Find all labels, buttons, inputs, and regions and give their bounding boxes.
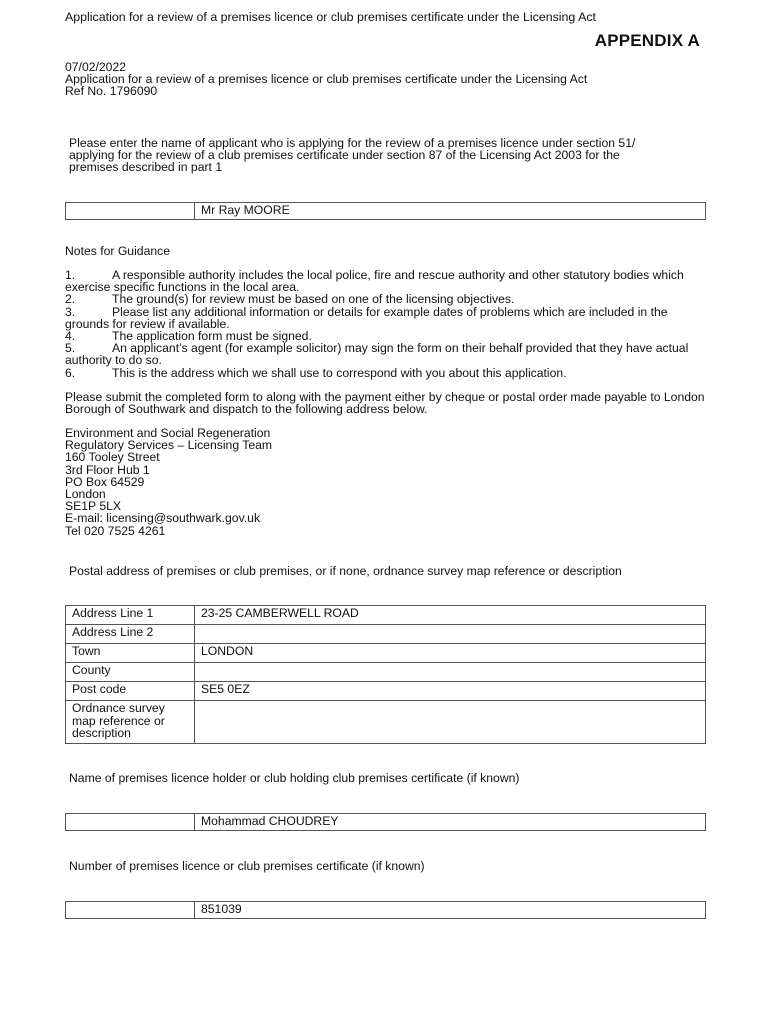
address-line: PO Box 64529 <box>65 474 145 489</box>
guidance-note <box>65 293 705 305</box>
premises-row-value[interactable] <box>195 625 706 644</box>
holder-name[interactable]: Mohammad CHOUDREY <box>195 814 706 831</box>
premises-row-value[interactable] <box>195 701 706 744</box>
address-line: Environment and Social Regeneration <box>65 426 271 440</box>
applicant-prompt: Please enter the name of applicant who is applying for the review of a premises licence under section 51/ applying for the review of a club premises certificate under section 87 of the Licensing Act 2003 for the premises described in part 1 <box>69 136 636 174</box>
holder-prompt: Name of premises licence holder or club holding club premises certificate (if known) <box>69 771 520 785</box>
premises-table <box>65 605 706 744</box>
premises-row-label: Address Line 2 <box>66 625 195 644</box>
council-address <box>65 427 272 537</box>
submit-instructions: Please submit the completed form to along with the payment either by cheque or postal order made payable to London Borough of Southwark and dispatch to the following address below. <box>65 389 705 417</box>
address-email[interactable]: E-mail: licensing@southwark.gov.uk <box>65 511 261 526</box>
note-text: An applicant’s agent (for example solicitor) may sign the form on their behalf provided that they have actual authority to do so. <box>65 341 689 368</box>
note-number: 6. <box>65 365 76 380</box>
premises-row-label: Post code <box>66 682 195 701</box>
note-text: A responsible authority includes the local police, fire and rescue authority and other statutory bodies which exercise specific functions in the local area. <box>65 268 684 295</box>
premises-row-value[interactable]: SE5 0EZ <box>195 682 706 701</box>
document-title: Application for a review of a premises licence or club premises certificate under the Licensing Act <box>65 72 588 86</box>
guidance-note <box>65 306 705 330</box>
guidance-note <box>65 269 705 293</box>
licence-number-label-cell <box>66 902 195 919</box>
premises-row-value[interactable]: LONDON <box>195 644 706 663</box>
note-text: Please list any additional information or details for example dates of problems which are included in the grounds for review if available. <box>65 304 668 331</box>
note-number: 1. <box>65 268 76 282</box>
premises-prompt: Postal address of premises or club premises, or if none, ordnance survey map reference or description <box>69 564 622 578</box>
applicant-name[interactable]: Mr Ray MOORE <box>195 203 706 220</box>
note-number: 3. <box>65 304 76 319</box>
note-text: The ground(s) for review must be based on one of the licensing objectives. <box>112 292 515 307</box>
note-number: 2. <box>65 292 76 307</box>
premises-row-value[interactable]: 23-25 CAMBERWELL ROAD <box>195 606 706 625</box>
header-title: Application for a review of a premises licence or club premises certificate under the Licensing Act <box>65 10 596 24</box>
licence-number-table <box>65 901 706 919</box>
guidance-notes <box>65 269 705 415</box>
note-text: This is the address which we shall use to correspond with you about this application. <box>112 365 567 380</box>
guidance-note <box>65 367 705 379</box>
guidance-heading: Notes for Guidance <box>65 244 171 258</box>
premises-row-label: Ordnance survey map reference or description <box>66 701 195 744</box>
note-text: The application form must be signed. <box>112 329 312 344</box>
address-line: 3rd Floor Hub 1 <box>65 462 150 477</box>
holder-table <box>65 813 706 831</box>
applicant-table <box>65 202 706 220</box>
note-number: 5. <box>65 341 76 356</box>
document-date: 07/02/2022 <box>65 60 126 74</box>
licence-number-prompt: Number of premises licence or club premises certificate (if known) <box>69 859 425 873</box>
address-line: SE1P 5LX <box>65 499 122 514</box>
address-line: 160 Tooley Street <box>65 450 160 465</box>
holder-label-cell <box>66 814 195 831</box>
address-phone: Tel 020 7525 4261 <box>65 523 166 538</box>
address-line: London <box>65 487 106 502</box>
appendix-label: APPENDIX A <box>594 31 700 50</box>
applicant-label-cell <box>66 203 195 220</box>
premises-row-value[interactable] <box>195 663 706 682</box>
premises-row-label: Address Line 1 <box>66 606 195 625</box>
guidance-note <box>65 342 705 366</box>
note-number: 4. <box>65 329 76 344</box>
reference-number: Ref No. 1796090 <box>65 84 158 98</box>
address-line: Regulatory Services – Licensing Team <box>65 438 273 453</box>
premises-row-label: Town <box>66 644 195 663</box>
licence-number-value[interactable]: 851039 <box>195 902 706 919</box>
premises-row-label: County <box>66 663 195 682</box>
